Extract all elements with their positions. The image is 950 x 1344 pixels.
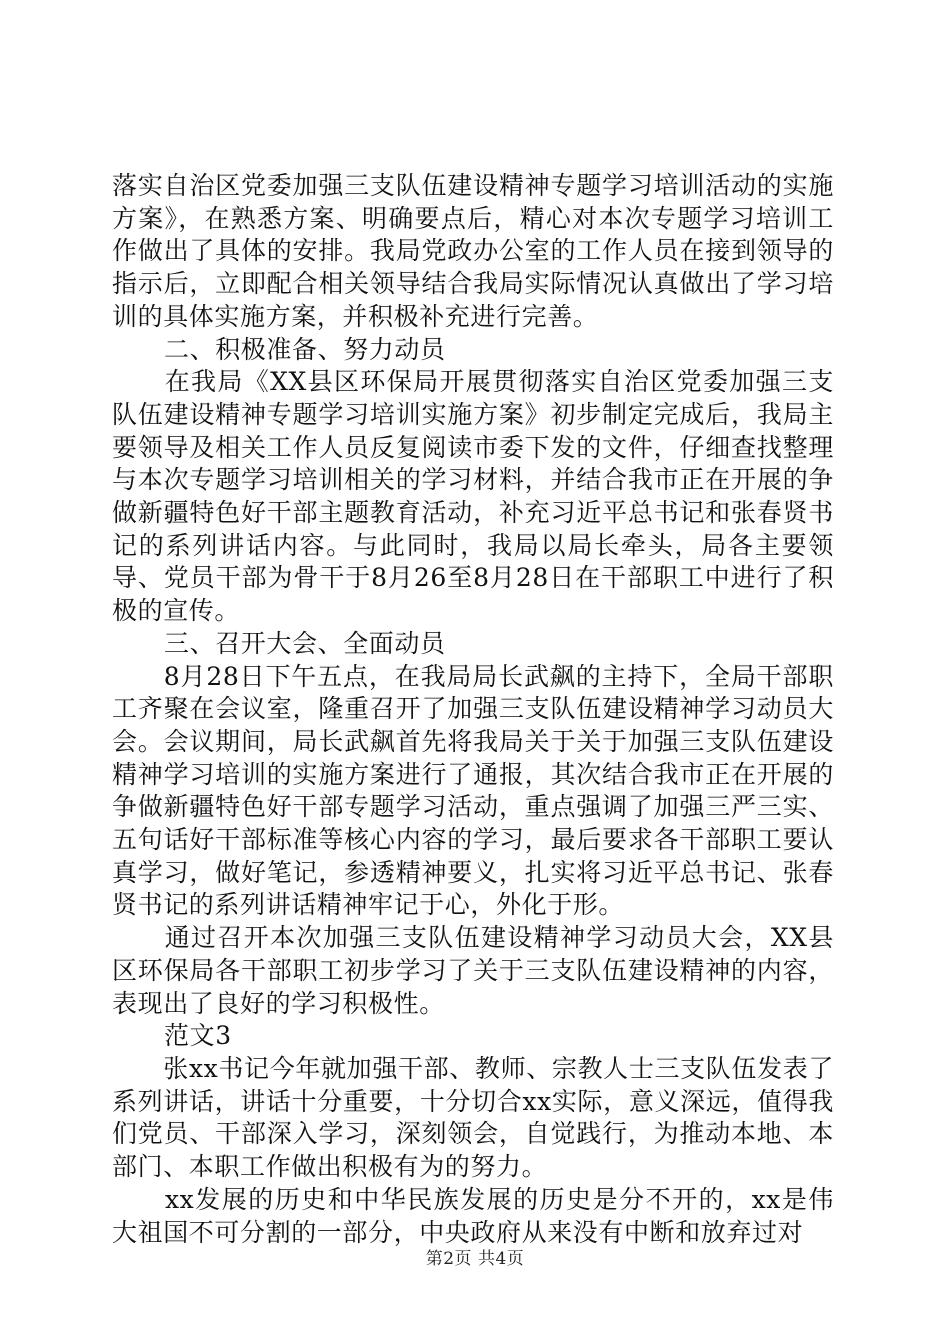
section-heading-2: 二、积极准备、努力动员 <box>164 334 446 364</box>
paragraph-continuation: 落实自治区党委加强三支队伍建设精神专题学习培训活动的实施方案》，在熟悉方案、明确要点后，精心对本次专题学习培训工作做出了具体的安排。我局党政办公室的工作人员在接到领导的指示后，立即配合相关领导结合我局实际情况认真做出了学习培训的具体实施方案，并积极补充进行完善。 <box>112 171 834 331</box>
paragraph-speech: 张xx书记今年就加强干部、教师、宗教人士三支队伍发表了系列讲话，讲话十分重要，十分切合xx实际，意义深远，值得我们党员、干部深入学习，深刻领会，自觉践行，为推动本地、本部门、本职工作做出积极有为的努力。 <box>112 1053 834 1182</box>
sample-heading: 范文3 <box>164 1021 232 1051</box>
page-number-footer: 第2页 共4页 <box>425 1249 525 1269</box>
section-heading-3: 三、召开大会、全面动员 <box>164 628 446 658</box>
paragraph-preparation: 在我局《XX县区环保局开展贯彻落实自治区党委加强三支队伍建设精神专题学习培训实施方案》初步制定完成后，我局主要领导及相关工作人员反复阅读市委下发的文件，仔细查找整理与本次专题学习培训相关的学习材料，并结合我市正在开展的争做新疆特色好干部主题教育活动，补充习近平总书记和张春贤书记的系列讲话内容。与此同时，我局以局长牵头，局各主要领导、党员干部为骨干于8月26至8月28日在干部职工中进行了积极的宣传。 <box>112 367 834 626</box>
paragraph-summary: 通过召开本次加强三支队伍建设精神学习动员大会，XX县区环保局各干部职工初步学习了关于三支队伍建设精神的内容，表现出了良好的学习积极性。 <box>112 923 834 1018</box>
paragraph-meeting: 8月28日下午五点，在我局局长武飙的主持下，全局干部职工齐聚在会议室，隆重召开了加强三支队伍建设精神学习动员大会。会议期间，局长武飙首先将我局关于关于加强三支队伍建设精神学习培训的实施方案进行了通报，其次结合我市正在开展的争做新疆特色好干部专题学习活动，重点强调了加强三严三实、五句话好干部标准等核心内容的学习，最后要求各干部职工要认真学习，做好笔记，参透精神要义，扎实将习近平总书记、张春贤书记的系列讲话精神牢记于心，外化于形。 <box>112 661 834 920</box>
paragraph-history: xx发展的历史和中华民族发展的历史是分不开的，xx是伟大祖国不可分割的一部分，中央政府从来没有中断和放弃过对 <box>112 1184 834 1247</box>
document-body <box>112 170 834 1249</box>
